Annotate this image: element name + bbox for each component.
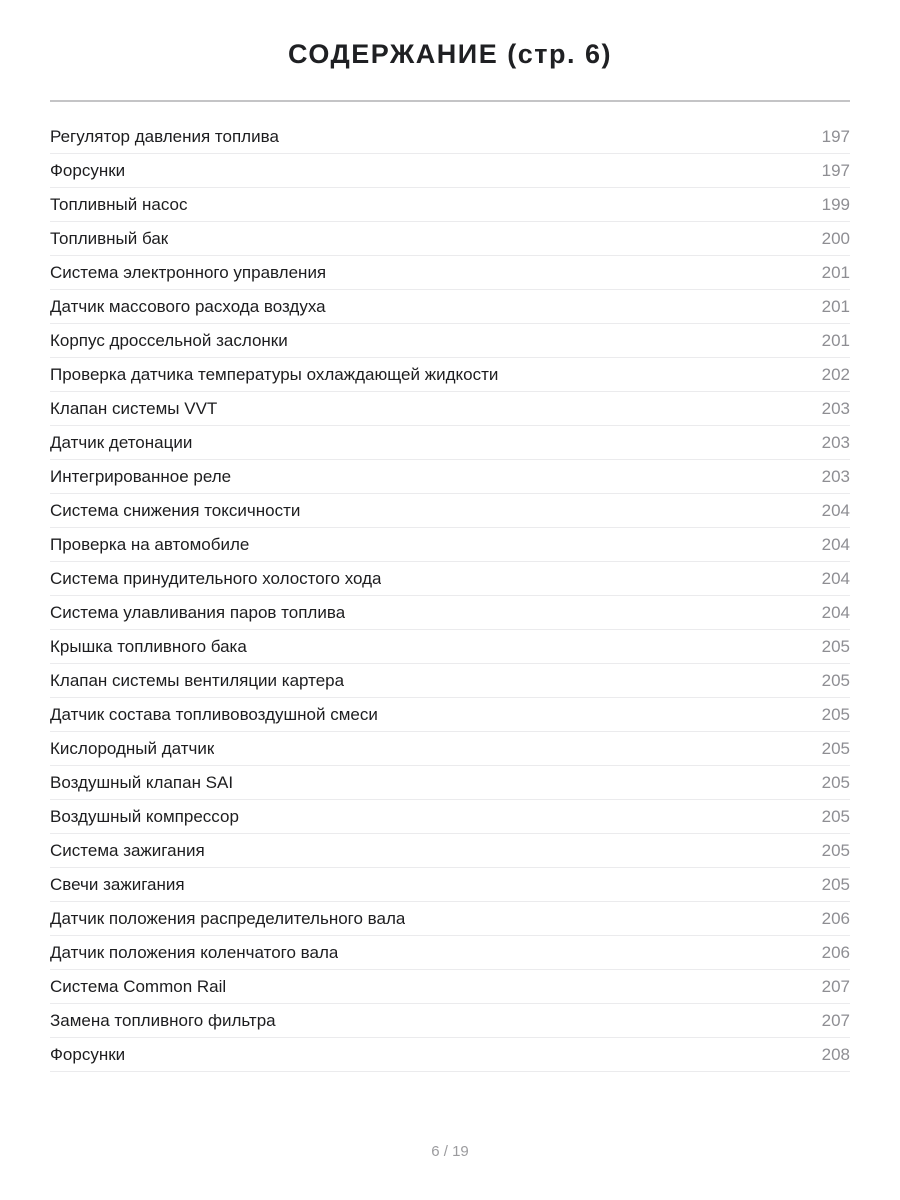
toc-row[interactable] bbox=[50, 834, 850, 868]
toc-row[interactable] bbox=[50, 562, 850, 596]
toc-entry-label: Система принудительного холостого хода bbox=[50, 569, 382, 588]
toc-entry-label: Воздушный клапан SAI bbox=[50, 773, 234, 792]
toc-entry-label: Крышка топливного бака bbox=[50, 637, 247, 656]
toc-row[interactable] bbox=[50, 188, 850, 222]
toc-entry-page: 205 bbox=[821, 671, 850, 690]
toc-entry-label: Система электронного управления bbox=[50, 263, 327, 282]
toc-entry-page: 201 bbox=[821, 297, 850, 316]
toc-entry-page: 201 bbox=[821, 331, 850, 350]
toc-list bbox=[50, 120, 850, 1072]
toc-row[interactable] bbox=[50, 902, 850, 936]
toc-entry-page: 208 bbox=[821, 1045, 850, 1064]
toc-entry-label: Интегрированное реле bbox=[50, 467, 232, 486]
title-divider bbox=[50, 100, 850, 102]
toc-entry-label: Топливный насос bbox=[50, 195, 188, 214]
toc-entry-page: 205 bbox=[821, 705, 850, 724]
toc-entry-page: 201 bbox=[821, 263, 850, 282]
toc-entry-page: 205 bbox=[821, 875, 850, 894]
toc-entry-label: Датчик положения распределительного вала bbox=[50, 909, 406, 928]
toc-entry-label: Датчик положения коленчатого вала bbox=[50, 943, 339, 962]
toc-entry-page: 199 bbox=[821, 195, 850, 214]
toc-entry-label: Система Common Rail bbox=[50, 977, 227, 996]
toc-row[interactable] bbox=[50, 868, 850, 902]
toc-entry-page: 204 bbox=[821, 535, 850, 554]
toc-row[interactable] bbox=[50, 154, 850, 188]
toc-entry-label: Регулятор давления топлива bbox=[50, 127, 279, 146]
toc-entry-page: 205 bbox=[821, 841, 850, 860]
toc-entry-label: Проверка на автомобиле bbox=[50, 535, 250, 554]
toc-entry-label: Замена топливного фильтра bbox=[50, 1011, 276, 1030]
toc-row[interactable] bbox=[50, 630, 850, 664]
page-indicator: 6 / 19 bbox=[431, 1143, 469, 1160]
toc-entry-page: 207 bbox=[821, 1011, 850, 1030]
toc-row[interactable] bbox=[50, 664, 850, 698]
toc-entry-page: 205 bbox=[821, 773, 850, 792]
toc-entry-page: 203 bbox=[821, 467, 850, 486]
toc-entry-label: Датчик детонации bbox=[50, 433, 193, 452]
toc-entry-label: Система зажигания bbox=[50, 841, 205, 860]
toc-entry-label: Корпус дроссельной заслонки bbox=[50, 331, 288, 350]
toc-row[interactable] bbox=[50, 596, 850, 630]
toc-row[interactable] bbox=[50, 936, 850, 970]
toc-entry-page: 204 bbox=[821, 501, 850, 520]
toc-entry-label: Кислородный датчик bbox=[50, 739, 215, 758]
toc-entry-page: 202 bbox=[821, 365, 850, 384]
toc-entry-page: 207 bbox=[821, 977, 850, 996]
toc-entry-label: Клапан системы VVT bbox=[50, 399, 218, 418]
toc-row[interactable] bbox=[50, 392, 850, 426]
toc-entry-page: 205 bbox=[821, 637, 850, 656]
toc-row[interactable] bbox=[50, 222, 850, 256]
toc-row[interactable] bbox=[50, 1004, 850, 1038]
toc-entry-page: 205 bbox=[821, 807, 850, 826]
toc-row[interactable] bbox=[50, 120, 850, 154]
page-title: СОДЕРЖАНИЕ (стр. 6) bbox=[288, 39, 612, 69]
toc-row[interactable] bbox=[50, 698, 850, 732]
toc-row[interactable] bbox=[50, 460, 850, 494]
toc-entry-label: Проверка датчика температуры охлаждающей жидкости bbox=[50, 365, 499, 384]
toc-row[interactable] bbox=[50, 494, 850, 528]
toc-entry-page: 197 bbox=[821, 161, 850, 180]
toc-row[interactable] bbox=[50, 290, 850, 324]
toc-entry-label: Свечи зажигания bbox=[50, 875, 185, 894]
toc-row[interactable] bbox=[50, 256, 850, 290]
toc-entry-page: 200 bbox=[821, 229, 850, 248]
toc-row[interactable] bbox=[50, 1038, 850, 1072]
toc-entry-page: 203 bbox=[821, 399, 850, 418]
toc-entry-page: 206 bbox=[821, 909, 850, 928]
toc-row[interactable] bbox=[50, 800, 850, 834]
toc-row[interactable] bbox=[50, 358, 850, 392]
toc-entry-page: 204 bbox=[821, 569, 850, 588]
toc-entry-label: Форсунки bbox=[50, 161, 126, 180]
toc-entry-label: Воздушный компрессор bbox=[50, 807, 239, 826]
toc-entry-label: Система улавливания паров топлива bbox=[50, 603, 346, 622]
toc-entry-page: 197 bbox=[821, 127, 850, 146]
toc-entry-label: Система снижения токсичности bbox=[50, 501, 301, 520]
toc-entry-label: Датчик состава топливовоздушной смеси bbox=[50, 705, 378, 724]
toc-entry-label: Датчик массового расхода воздуха bbox=[50, 297, 326, 316]
toc-row[interactable] bbox=[50, 970, 850, 1004]
toc-row[interactable] bbox=[50, 324, 850, 358]
toc-entry-page: 204 bbox=[821, 603, 850, 622]
toc-row[interactable] bbox=[50, 528, 850, 562]
toc-row[interactable] bbox=[50, 426, 850, 460]
toc-entry-label: Топливный бак bbox=[50, 229, 169, 248]
toc-row[interactable] bbox=[50, 732, 850, 766]
toc-entry-page: 206 bbox=[821, 943, 850, 962]
toc-row[interactable] bbox=[50, 766, 850, 800]
toc-entry-page: 205 bbox=[821, 739, 850, 758]
toc-entry-label: Клапан системы вентиляции картера bbox=[50, 671, 345, 690]
toc-entry-label: Форсунки bbox=[50, 1045, 126, 1064]
toc-entry-page: 203 bbox=[821, 433, 850, 452]
